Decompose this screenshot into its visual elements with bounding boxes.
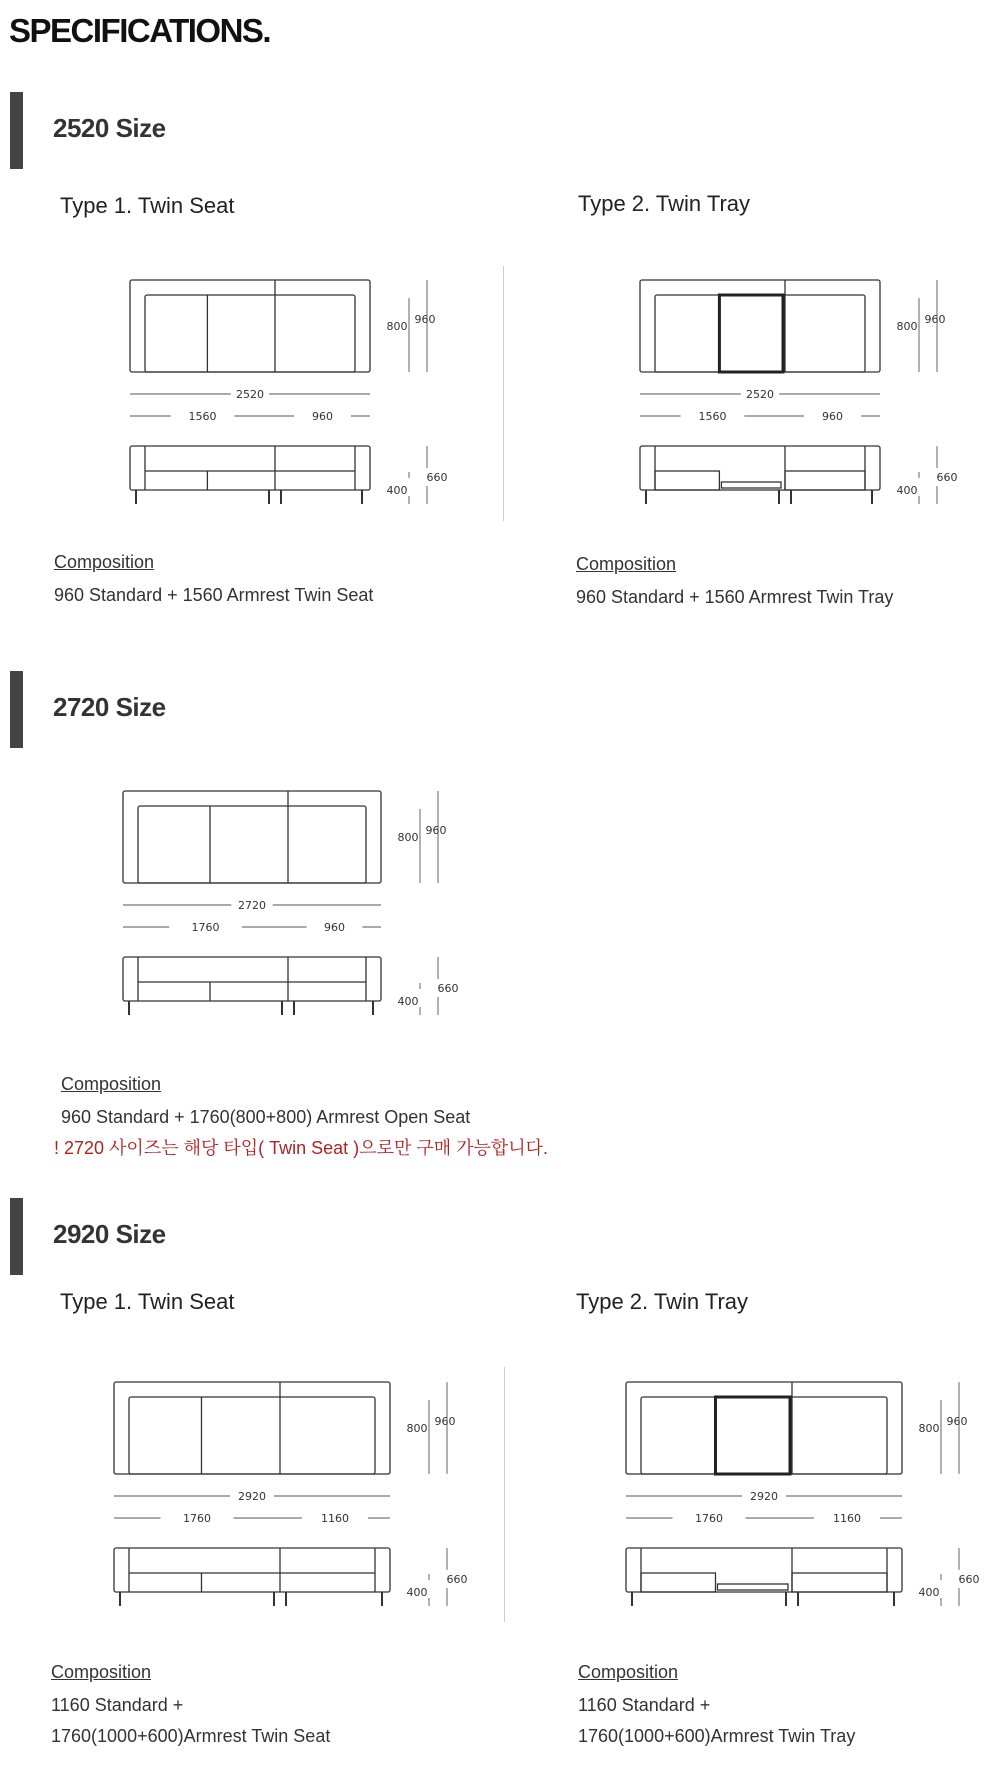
sofa-top-outline	[130, 280, 370, 372]
dimension-label: 960	[822, 410, 843, 423]
type1-title-2520: Type 1. Twin Seat	[60, 193, 235, 218]
sofa-drawing-2720	[118, 781, 459, 1021]
seat-area	[655, 295, 865, 372]
composition-text-2520-type2: 960 Standard + 1560 Armrest Twin Tray	[576, 587, 894, 607]
sofa-front-outline	[114, 1548, 390, 1592]
seat-cushion	[785, 471, 865, 490]
dimension-label: 1760	[191, 921, 220, 934]
sofa-front-outline	[123, 957, 381, 1001]
type2-title-2920: Type 2. Twin Tray	[576, 1289, 749, 1314]
dimension-label: 960	[946, 1415, 968, 1428]
dimension-label: 960	[924, 313, 946, 326]
dimension-label: 660	[958, 1573, 980, 1586]
dimension-label: 2920	[750, 1490, 778, 1503]
sofa-front-outline	[626, 1548, 902, 1592]
dimension-label: 400	[397, 995, 419, 1008]
sofa-drawing-2920-type2	[621, 1372, 980, 1612]
dimension-label: 800	[918, 1422, 940, 1435]
sofa-drawing-2920-type1	[109, 1372, 468, 1612]
sofa-drawing-2520-type1	[125, 270, 448, 510]
seat-cushion	[655, 471, 719, 490]
composition-text-2720: 960 Standard + 1760(800+800) Armrest Open Seat	[61, 1107, 471, 1127]
seat-area	[129, 1397, 375, 1474]
section-title-2520: 2520 Size	[53, 113, 166, 143]
seat-cushion	[641, 1573, 715, 1592]
tray-front	[717, 1584, 788, 1590]
dimension-label: 800	[386, 320, 408, 333]
dimension-label: 660	[446, 1573, 468, 1586]
seat-area	[641, 1397, 887, 1474]
seat-area	[145, 295, 355, 372]
dimension-label: 1160	[833, 1512, 861, 1525]
composition-label-2920-type1: Composition	[51, 1662, 152, 1682]
composition-line2-2920-type2: 1760(1000+600)Armrest Twin Tray	[578, 1726, 856, 1746]
purchase-notice: ! 2720 사이즈는 해당 타입( Twin Seat )으로만 구매 가능합니다.	[54, 1138, 549, 1158]
sofa-drawing-2520-type2	[635, 270, 958, 510]
seat-cushion	[792, 1573, 887, 1592]
dimension-label: 400	[918, 1586, 940, 1599]
sofa-front-outline	[640, 446, 880, 490]
dimension-label: 960	[425, 824, 447, 837]
dimension-label: 660	[936, 471, 958, 484]
section-title-2720: 2720 Size	[53, 692, 166, 722]
tray-top	[715, 1397, 790, 1474]
composition-text-2520-type1: 960 Standard + 1560 Armrest Twin Seat	[54, 585, 374, 605]
dimension-label: 960	[414, 313, 436, 326]
composition-label-2920-type2: Composition	[578, 1662, 679, 1682]
dimension-label: 660	[437, 982, 459, 995]
dimension-label: 800	[406, 1422, 428, 1435]
dimension-label: 2920	[238, 1490, 266, 1503]
composition-line1-2920-type1: 1160 Standard +	[51, 1695, 184, 1715]
tray-top	[719, 295, 783, 372]
dimension-label: 960	[434, 1415, 456, 1428]
dimension-label: 960	[324, 921, 345, 934]
composition-line1-2920-type2: 1160 Standard +	[578, 1695, 711, 1715]
dimension-label: 400	[896, 484, 918, 497]
dimension-label: 1560	[188, 410, 217, 423]
sofa-top-outline	[123, 791, 381, 883]
dimension-label: 800	[397, 831, 419, 844]
page-title: SPECIFICATIONS.	[9, 12, 271, 49]
dimension-label: 1560	[698, 410, 727, 423]
dimension-label: 2720	[238, 899, 266, 912]
composition-label-2520-type2: Composition	[576, 554, 677, 574]
dimension-label: 1760	[183, 1512, 211, 1525]
divider	[503, 266, 504, 521]
type1-title-2920: Type 1. Twin Seat	[60, 1289, 235, 1314]
section-accent-bar	[10, 92, 23, 169]
dimension-label: 2520	[236, 388, 264, 401]
dimension-label: 800	[896, 320, 918, 333]
divider	[504, 1367, 505, 1622]
type2-title-2520: Type 2. Twin Tray	[578, 191, 751, 216]
composition-label-2720: Composition	[61, 1074, 162, 1094]
section-title-2920: 2920 Size	[53, 1219, 166, 1249]
dimension-label: 400	[406, 1586, 428, 1599]
sofa-front-outline	[130, 446, 370, 490]
dimension-label: 1160	[321, 1512, 349, 1525]
dimension-label: 1760	[695, 1512, 723, 1525]
seat-area	[138, 806, 366, 883]
tray-front	[721, 482, 781, 488]
section-accent-bar	[10, 671, 23, 748]
sofa-top-outline	[114, 1382, 390, 1474]
dimension-label: 960	[312, 410, 333, 423]
dimension-label: 400	[386, 484, 408, 497]
section-accent-bar	[10, 1198, 23, 1275]
composition-line2-2920-type1: 1760(1000+600)Armrest Twin Seat	[51, 1726, 331, 1746]
dimension-label: 660	[426, 471, 448, 484]
dimension-label: 2520	[746, 388, 774, 401]
composition-label-2520-type1: Composition	[54, 552, 155, 572]
